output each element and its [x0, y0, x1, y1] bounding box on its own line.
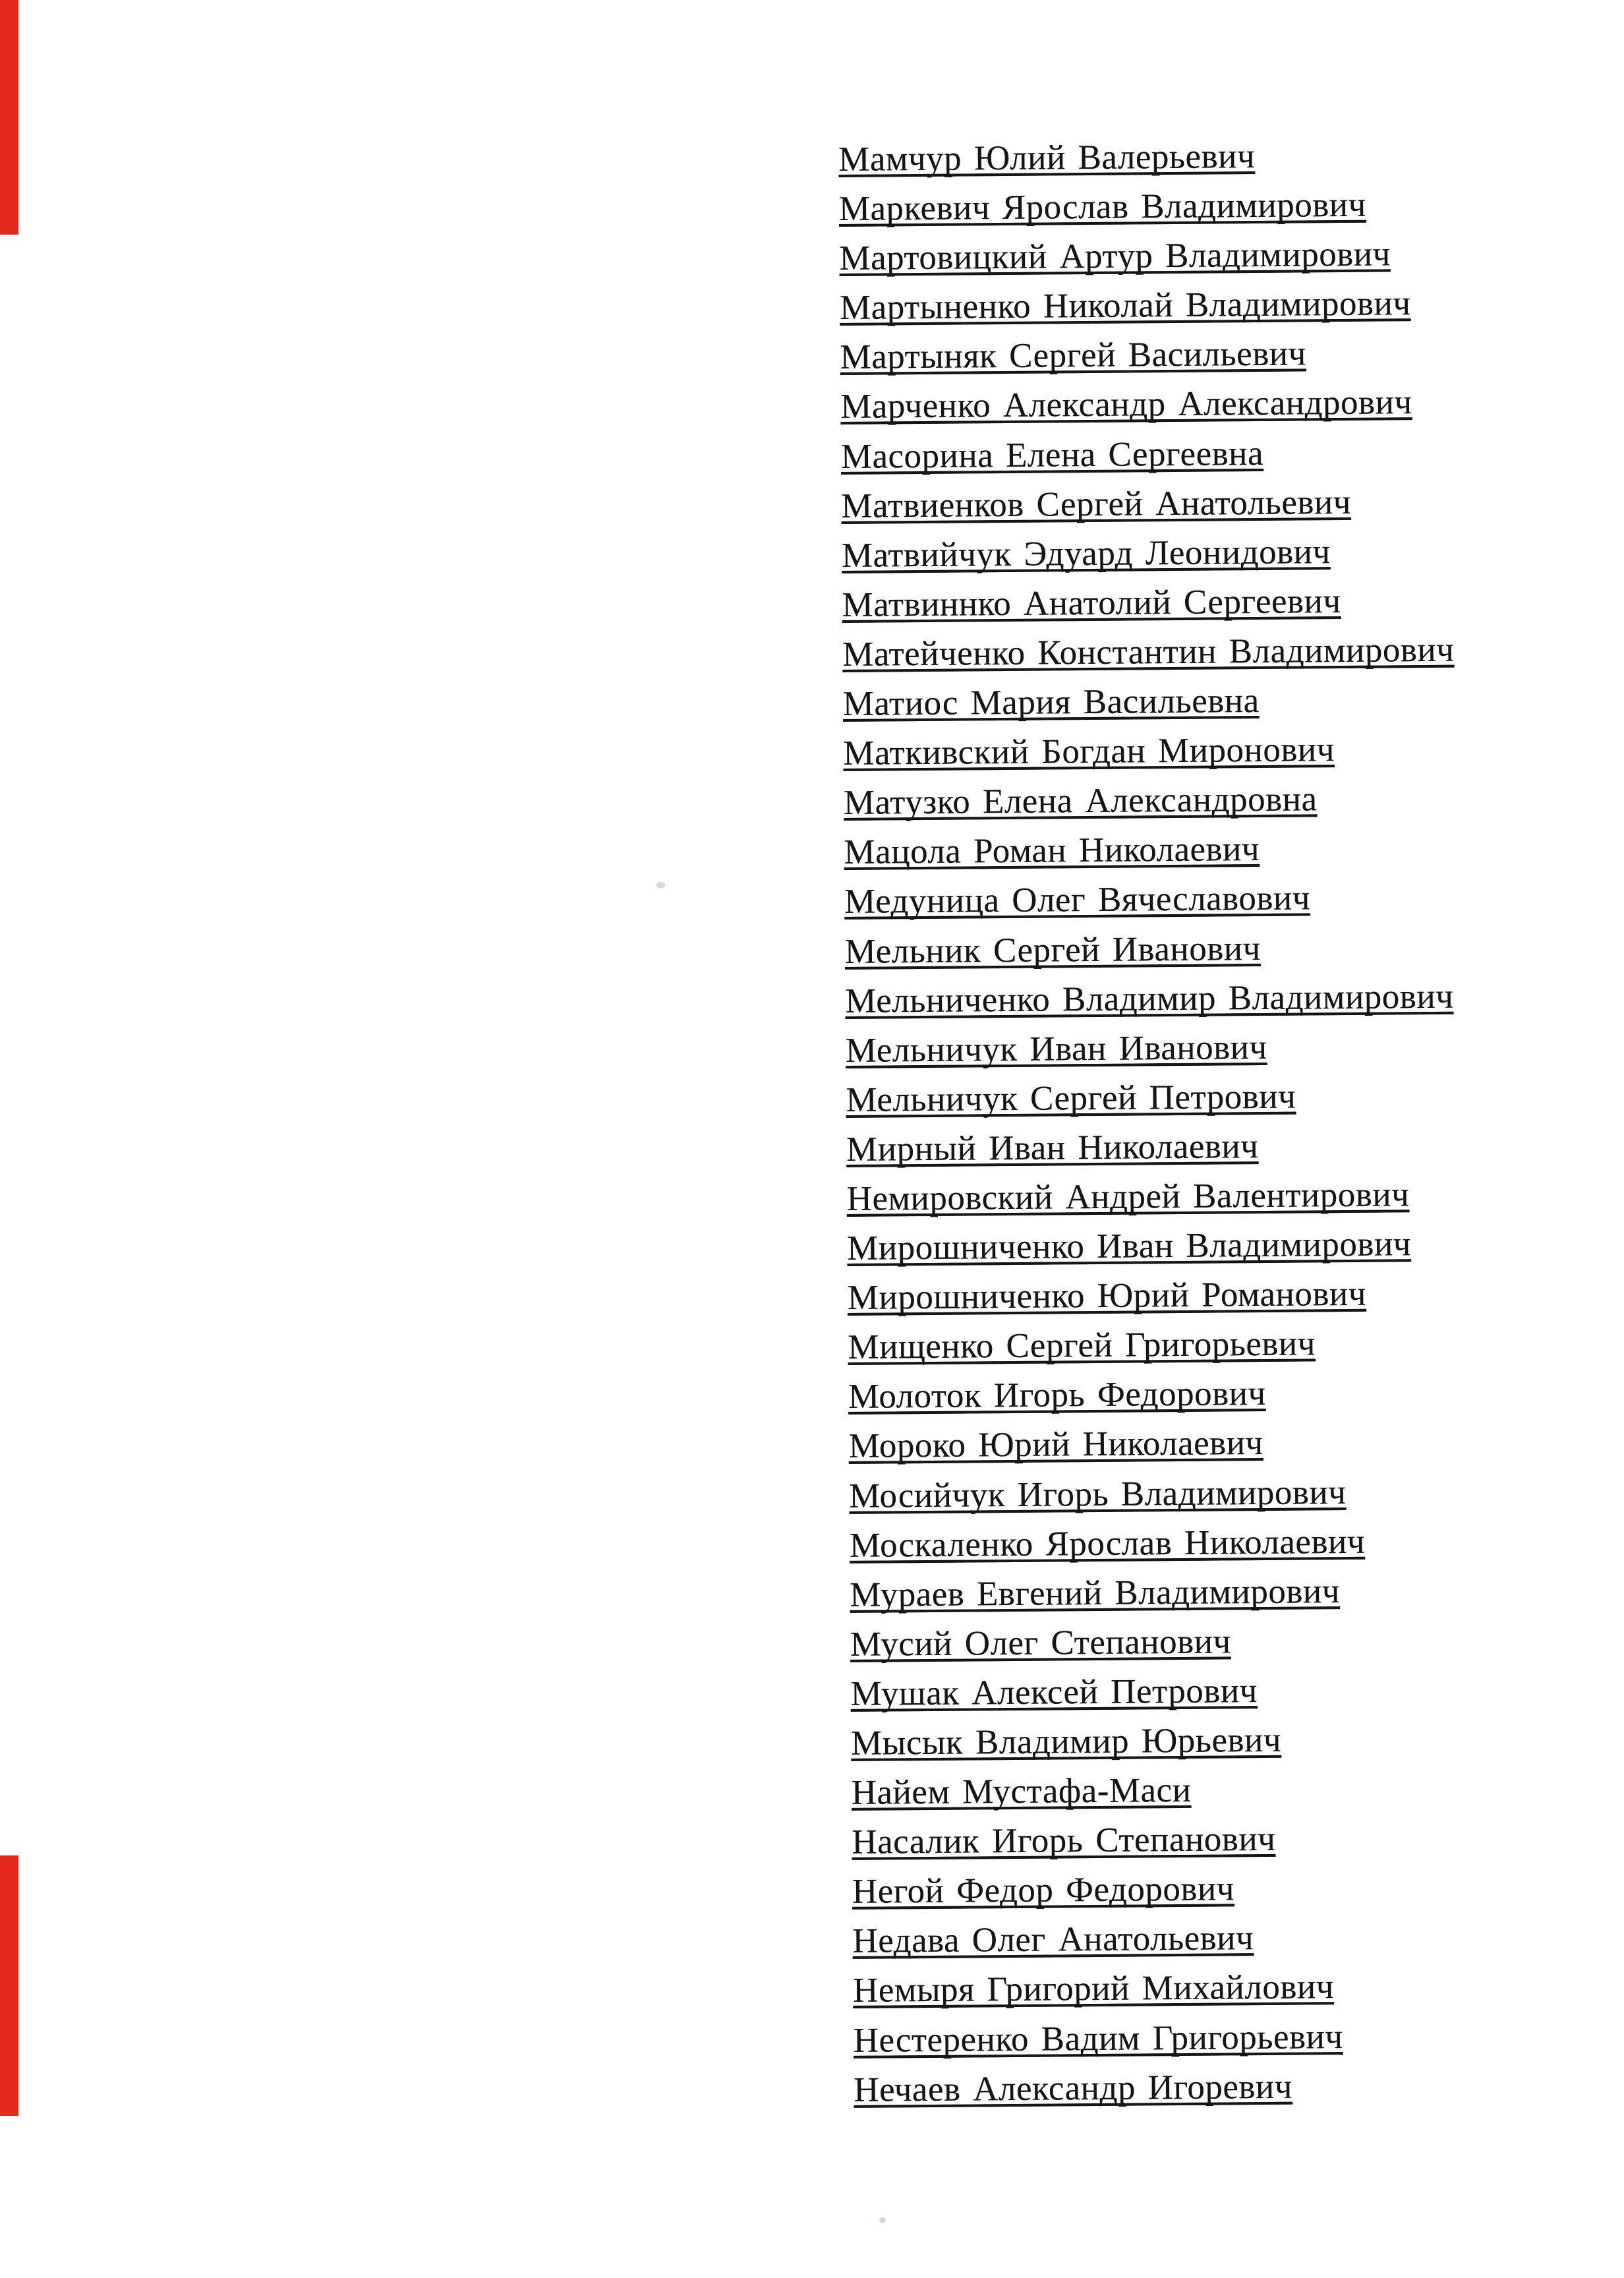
list-item: Мельничук Иван Иванович	[845, 1028, 1267, 1070]
list-item: Марченко Александр Александрович	[840, 383, 1412, 426]
list-item: Мартовицкий Артур Владимирович	[839, 235, 1391, 278]
list-item: Негой Федор Федорович	[852, 1869, 1235, 1912]
scan-speck	[879, 2217, 886, 2223]
list-item: Мирный Иван Николаевич	[846, 1126, 1259, 1169]
list-item: Мирошниченко Юрий Романович	[847, 1274, 1367, 1318]
list-item: Москаленко Ярослав Николаевич	[849, 1522, 1366, 1565]
list-item: Матузко Елена Александровна	[843, 780, 1318, 823]
list-item: Молоток Игорь Федорович	[848, 1374, 1266, 1416]
list-item: Немировский Андрей Валентирович	[846, 1175, 1410, 1218]
scan-red-mark-bottom	[0, 1855, 18, 2116]
list-item: Мусий Олег Степанович	[850, 1622, 1231, 1664]
list-item: Мушак Алексей Петрович	[850, 1671, 1258, 1713]
list-item: Мельничук Сергей Петрович	[846, 1077, 1296, 1119]
list-item: Мацола Роман Николаевич	[844, 830, 1260, 872]
name-list	[838, 131, 1466, 2115]
list-item: Мураев Евгений Владимирович	[850, 1571, 1341, 1614]
list-item: Мороко Юрий Николаевич	[848, 1424, 1263, 1466]
list-item: Матвийчук Эдуард Леонидович	[841, 532, 1331, 575]
list-item: Маткивский Богдан Миронович	[843, 730, 1335, 773]
list-item: Немыря Григорий Михайлович	[852, 1968, 1335, 2010]
list-item: Насалик Игорь Степанович	[852, 1820, 1276, 1862]
scan-speck	[656, 882, 665, 889]
list-item: Мосийчук Игорь Владимирович	[848, 1473, 1347, 1515]
list-item: Мысык Владимир Юрьевич	[850, 1720, 1282, 1763]
list-item: Масорина Елена Сергеевна	[840, 434, 1264, 476]
scan-red-mark-top	[0, 0, 18, 235]
list-item: Нестеренко Вадим Григорьевич	[853, 2017, 1343, 2060]
list-item: Маркевич Ярослав Владимирович	[838, 185, 1367, 229]
list-item: Мельниченко Владимир Владимирович	[845, 977, 1454, 1020]
list-item: Матвиенков Сергей Анатольевич	[841, 482, 1352, 525]
list-item: Недава Олег Анатольевич	[852, 1919, 1254, 1961]
list-item: Мамчур Юлий Валерьевич	[838, 137, 1256, 179]
list-item: Матвиннко Анатолий Сергеевич	[842, 581, 1341, 624]
list-item: Найем Мустафа-Маси	[851, 1770, 1192, 1813]
list-item: Нечаев Александр Игоревич	[854, 2067, 1293, 2109]
list-item: Мельник Сергей Иванович	[844, 929, 1261, 971]
list-item: Матейченко Константин Владимирович	[842, 630, 1455, 674]
list-item: Мирошниченко Иван Владимирович	[847, 1225, 1412, 1268]
list-item: Мартыненко Николай Владимирович	[839, 284, 1411, 328]
list-item: Мищенко Сергей Григорьевич	[848, 1324, 1316, 1367]
list-item: Матиос Мария Васильевна	[842, 682, 1260, 724]
list-item: Мартыняк Сергей Васильевич	[840, 334, 1306, 377]
list-item: Медуница Олег Вячеславович	[844, 879, 1311, 921]
